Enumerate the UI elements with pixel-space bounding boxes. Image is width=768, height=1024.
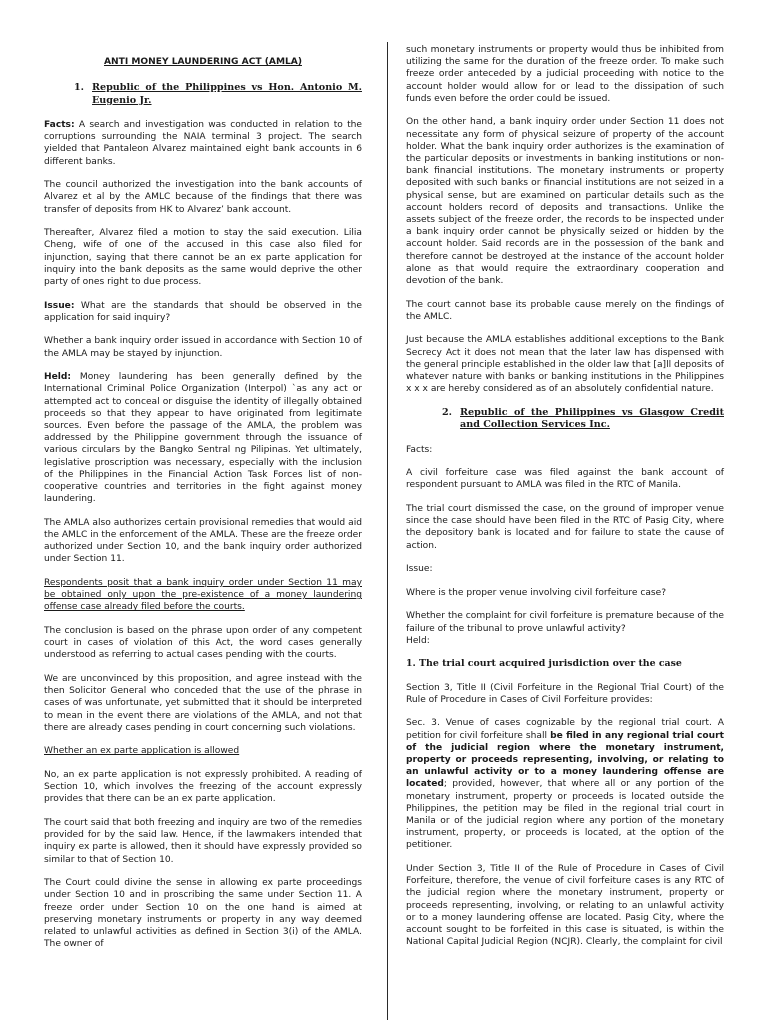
facts-label: Facts: — [406, 444, 433, 455]
issue-text: What are the standards that should be observed in the application for said inquiry? — [44, 300, 362, 323]
case-number: 1. — [73, 82, 84, 94]
case-name: Republic of the Philippines vs Hon. Antonio M. Eugenio Jr. — [92, 82, 362, 106]
case-name: Republic of the Philippines vs Glasgow Credit and Collection Services Inc. — [460, 406, 724, 431]
paragraph: Where is the proper venue involving civil forfeiture case? — [406, 587, 667, 598]
paragraph: The trial court dismissed the case, on the ground of improper venue since the case should have been filed in the RTC of Pasig City, where the depository bank is located and for failure to state the cause of action. — [406, 504, 724, 551]
paragraph: A civil forfeiture case was filed against the bank account of respondent pursuant to AMLA was filed in the RTC of Manila. — [406, 468, 724, 491]
column-divider — [387, 42, 388, 1020]
held-subheading: 1. The trial court acquired jurisdiction over the case — [406, 658, 682, 670]
paragraph: The court cannot base its probable cause merely on the findings of the AMLC. — [406, 299, 724, 322]
subheading-exparte: Whether an ex parte application is allowed — [44, 746, 240, 757]
case-number: 2. — [441, 406, 452, 418]
facts-text: A search and investigation was conducted in relation to the corruptions surrounding the NAIA terminal 3 project. The search yielded that Pantaleon Alvarez maintained eight bank accounts in 6 different banks. — [44, 120, 362, 167]
facts-label: Facts: — [44, 120, 75, 131]
paragraph: The AMLA also authorizes certain provisional remedies that would aid the AMLC in the enforcement of the AMLA. These are the freeze order authorized under Section 10, and the bank inquiry order authorized under Section 11. — [44, 517, 362, 565]
paragraph: We are unconvinced by this proposition, and agree instead with the then Solicitor General who conceded that the use of the phrase in cases of was unfortunate, yet submitted that it should be interpreted to mean in the event there are violations of the AMLA, and not that there are already cases pending in court concerning such violations. — [44, 674, 362, 733]
paragraph: Section 3, Title II (Civil Forfeiture in the Regional Trial Court) of the Rule of Procedure in Cases of Civil Forfeiture provides: — [406, 682, 724, 705]
paragraph: Under Section 3, Title II of the Rule of Procedure in Cases of Civil Forfeiture, therefore, the venue of civil forfeiture cases is any RTC of the judicial region where the monetary instrument, property or proceeds representing, involving, or relating to an unlawful activity or to a money laundering offense are located. Pasig City, where the account sought to be forfeited in this case is situated, is within the National Capital Judicial Region (NCJR). Clearly, the complaint for civil — [406, 864, 724, 948]
held-label: Held: — [406, 635, 430, 646]
held-text: Money laundering has been generally defined by the International Criminal Police Organization (Interpol) `as any act or attempted act to conceal or disguise the identity of illegally obtained proceeds so that they appear to have originated from legitimate sources. Even before the passage of the AMLA, the problem was addressed by the Philippine government through the issuance of various circulars by the Bangko Sentral ng Pilipinas. Yet ultimately, legislative proscription was necessary, especially with the inclusion of the Philippines in the Financial Action Task Forces list of non-cooperative countries and territories in the fight against money laundering. — [44, 372, 362, 505]
underlined-paragraph: Respondents posit that a bank inquiry order under Section 11 may be obtained only upon the pre-existence of a money laundering offense case already filed before the courts. — [44, 578, 362, 613]
paragraph: The Court could divine the sense in allowing ex parte proceedings under Section 10 and in proscribing the same under Section 11. A freeze order under Section 10 on the one hand is aimed at preserving monetary instruments or property in any way deemed related to unlawful activities as defined in Section 3(i) of the AMLA. The owner of — [44, 878, 362, 950]
paragraph: Whether a bank inquiry order issued in accordance with Section 10 of the AMLA may be stayed by injunction. — [44, 336, 362, 359]
paragraph: Thereafter, Alvarez filed a motion to stay the said execution. Lilia Cheng, wife of one of the accused in this case also filed for injunction, saying that there cannot be an ex parte application for inquiry into the bank deposits as the same would deprive the other party of ones right to due process. — [44, 228, 362, 288]
right-column — [406, 44, 724, 960]
sec3-text-cont: ; provided, however, that where all or any portion of the monetary instrument, property or proceeds is located outside the Philippines, the petition may be filed in the regional trial court in Manila or of the judicial region where any portion of the monetary instrument, property, or proceeds is located, at the option of the petitioner. — [406, 779, 724, 851]
paragraph: The court said that both freezing and inquiry are two of the remedies provided for by the said law. Hence, if the lawmakers intended that inquiry ex parte is allowed, then it should have expressly provided so similar to that of Section 10. — [44, 818, 362, 865]
left-column — [44, 42, 362, 962]
sec3-text: Sec. 3. Venue of cases cognizable by the regional trial court. A petition for civil forfeiture shall — [406, 718, 724, 741]
paragraph: The council authorized the investigation into the bank accounts of Alvarez et al by the AMLC because of the findings that there was transfer of deposits from HK to Alvarez’ bank account. — [44, 180, 362, 215]
paragraph: No, an ex parte application is not expressly prohibited. A reading of Section 10, which involves the freezing of the account expressly provides that there can be an ex parte application. — [44, 770, 362, 805]
paragraph: The conclusion is based on the phrase upon order of any competent court in cases of violation of this Act, the word cases generally understood as referring to actual cases pending with the courts. — [44, 626, 362, 661]
paragraph: Just because the AMLA establishes additional exceptions to the Bank Secrecy Act it does not mean that the later law has dispensed with the general principle established in the older law that [a]ll deposits of whatever nature with banks or banking institutions in the Philippines x x x are hereby considered as of an absolutely confidential nature. — [406, 335, 724, 395]
case-heading-2 — [406, 407, 724, 432]
facts-paragraph — [44, 119, 362, 168]
document-title: ANTI MONEY LAUNDERING ACT (AMLA) — [103, 57, 302, 67]
held-label: Held: — [44, 372, 72, 383]
paragraph: Whether the complaint for civil forfeiture is premature because of the failure of the tribunal to prove unlawful activity? — [406, 611, 724, 634]
sec3-paragraph — [406, 717, 724, 851]
paragraph: such monetary instruments or property would thus be inhibited from utilizing the same for the duration of the freeze order. To make such freeze order anteceded by a judicial proceeding with notice to the account holder would allow for or lead to the dissipation of such funds even before the order could be issued. — [406, 45, 724, 104]
issue-label: Issue: — [406, 564, 433, 575]
issue-paragraph — [44, 300, 362, 324]
case-heading-1 — [44, 82, 362, 107]
held-paragraph — [44, 371, 362, 505]
issue-label: Issue: — [44, 300, 75, 311]
paragraph: On the other hand, a bank inquiry order under Section 11 does not necessitate any form of physical seizure of property of the account holder. What the bank inquiry order authorizes is the examination of the particular deposits or investments in banking institutions or non-bank financial institutions. The monetary instruments or property deposited with such banks or financial institutions are not seized in a physical sense, but are examined on particular details such as the account holders record of deposits and transactions. Unlike the assets subject of the freeze order, the records to be inspected under a bank inquiry order cannot be physically seized or hidden by the account holder. Said records are in the possession of the bank and therefore cannot be destroyed at the instance of the account holder alone as that would require the extraordinary cooperation and devotion of the bank. — [406, 117, 724, 287]
sec3-bold-text: be filed in any regional trial court of the judicial region where the monetary instrument, property or proceeds representing, involving, or relating to an unlawful activity or to a money laundering offense are located — [406, 730, 724, 790]
